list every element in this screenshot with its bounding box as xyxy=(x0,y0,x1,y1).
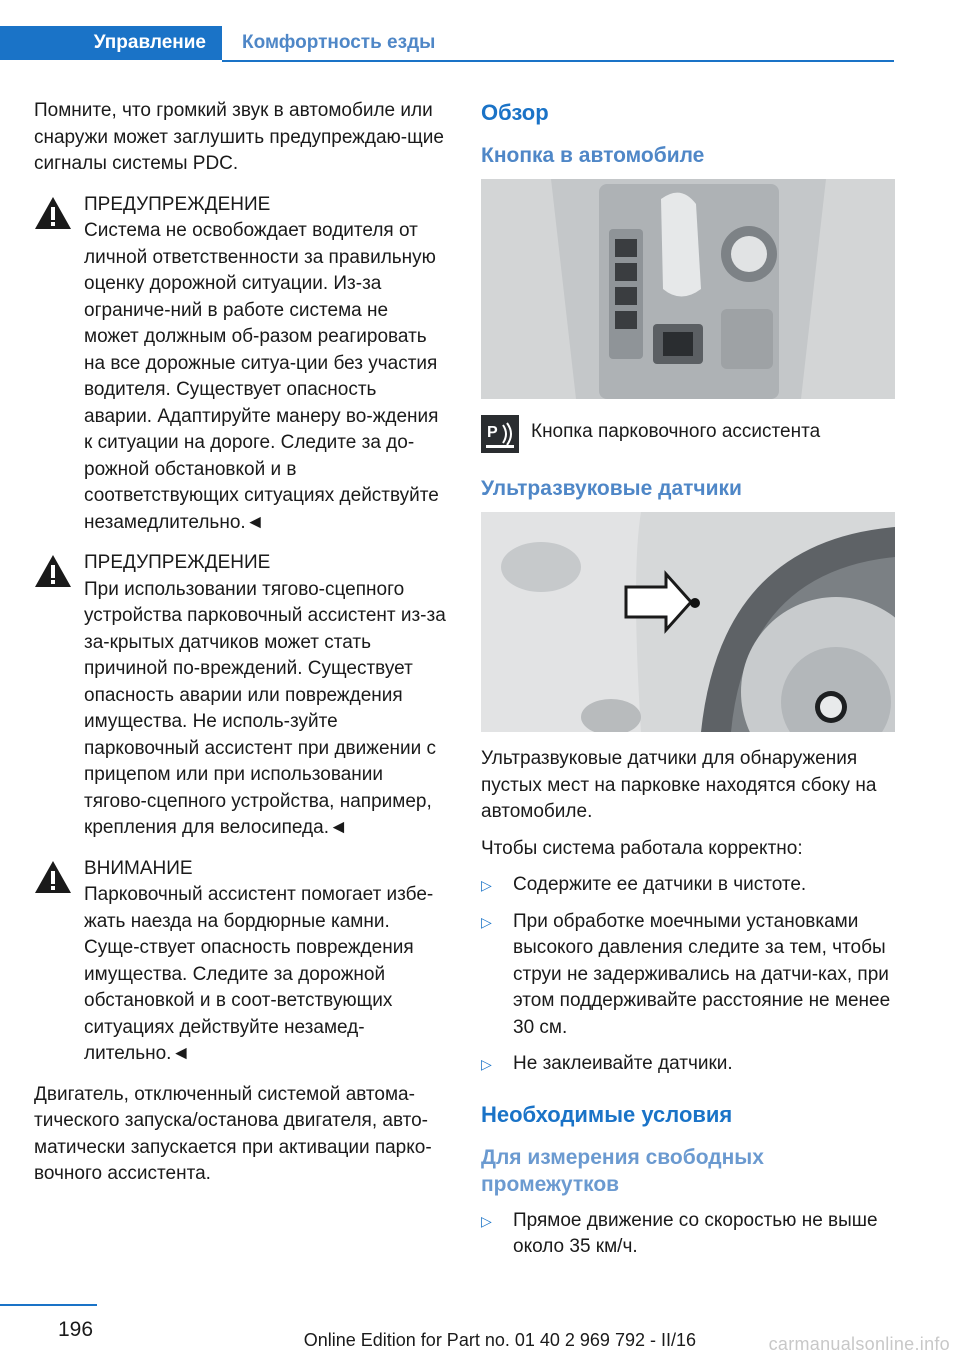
caution-text: Парковочный ассистент помогает избе-жать наезда на бордюрные камни. Суще-ствует опасность повреждения имущества. Следите за дорожной обстановкой и в соот-ветствующих ситуациях действуйте незамед-лительно.◄ xyxy=(84,884,434,1064)
correct-intro: Чтобы система работала корректно: xyxy=(481,837,803,859)
subheading-button: Кнопка в автомобиле xyxy=(481,144,705,167)
console-photo xyxy=(481,179,895,399)
header-rule xyxy=(222,60,894,62)
header-chapter-tab: Комфортность езды xyxy=(242,32,436,53)
footer-rule xyxy=(0,1304,97,1306)
right-column xyxy=(481,98,895,1271)
subheading-sensors: Ультразвуковые датчики xyxy=(481,477,742,500)
list-item: ▷ Прямое движение со скоростью не выше около 35 км/ч. xyxy=(481,1209,878,1257)
page-number: 196 xyxy=(58,1318,94,1341)
caution-block xyxy=(34,856,448,1068)
warning-block-2 xyxy=(34,550,448,842)
measure-conditions-list xyxy=(481,1208,895,1261)
left-column xyxy=(34,98,448,1198)
warning-text: Система не освобождает водителя от личной ответственности за правильную оценку дорожной ситуации. Из-за ограниче-ний в работе система не может должным об-разом реагировать на все дорожные ситуа-ции без участия водителя. Существует опасность аварии. Адаптируйте манеру во-ждения к ситуации на дороге. Следите за до-рожной обстановкой и в соответствующих ситуациях действуйте незамедлительно.◄ xyxy=(84,220,439,533)
subheading-measure: Для измерения свободных промежутков xyxy=(481,1145,764,1196)
sensors-paragraph: Ультразвуковые датчики для обнаружения пустых мест на парковке находятся сбоку на автомобиле. xyxy=(481,748,877,822)
warning-title: ПРЕДУПРЕЖДЕНИЕ xyxy=(84,552,271,573)
triangle-bullet-icon: ▷ xyxy=(481,1212,492,1229)
outro-paragraph: Двигатель, отключенный системой автома-тического запуска/останова двигателя, авто-матически запускается при активации парко-вочного ассистента. xyxy=(34,1083,432,1184)
list-item: ▷ При обработке моечными установками высокого давления следите за тем, чтобы струи не задерживались на датчи-ках, при этом поддерживайте расстояние не менее 30 см. xyxy=(481,910,891,1038)
warning-title: ПРЕДУПРЕЖДЕНИЕ xyxy=(84,193,271,215)
warning-text: При использовании тягово-сцепного устройства парковочный ассистент из-за за-крытых датчиков может стать причиной по-вреждений. Существует опасность аварии или повреждения имущества. Не исполь-зуйте парковочный ассистент при движении с прицепом или при использовании тягово-сцепного устройства, например, крепления для велосипеда.◄ xyxy=(84,578,446,838)
button-caption xyxy=(481,413,895,457)
list-item: ▷ Не заклеивайте датчики. xyxy=(481,1051,895,1078)
warning-triangle-icon xyxy=(34,196,72,230)
button-caption-text: Кнопка парковочного ассистента xyxy=(531,421,821,442)
center-console-illustration xyxy=(481,179,895,399)
header-section-tab: Управление xyxy=(0,26,222,60)
section-heading-conditions: Необходимые условия xyxy=(481,1101,733,1127)
parking-assistant-icon xyxy=(481,415,519,453)
list-item: ▷ Содержите ее датчики в чистоте. xyxy=(481,872,895,899)
warning-block-1 xyxy=(34,192,448,537)
triangle-bullet-icon: ▷ xyxy=(481,913,492,930)
edition-note: Online Edition for Part no. 01 40 2 969 792 - II/16 xyxy=(303,1330,696,1350)
warning-triangle-icon xyxy=(34,860,72,894)
intro-paragraph: Помните, что громкий звук в автомобиле или снаружи может заглушить предупреждаю-щие сигналы системы PDC. xyxy=(34,100,444,174)
caution-title: ВНИМАНИЕ xyxy=(84,857,193,879)
svg-text:P: P xyxy=(487,424,498,441)
watermark: carmanualsonline.info xyxy=(768,1334,950,1354)
correct-operation-list xyxy=(481,872,895,1078)
page-header xyxy=(0,26,894,62)
side-sensor-illustration xyxy=(481,512,895,732)
triangle-bullet-icon: ▷ xyxy=(481,1056,492,1072)
section-heading-overview: Обзор xyxy=(481,100,549,125)
warning-triangle-icon xyxy=(34,554,72,588)
triangle-bullet-icon: ▷ xyxy=(481,877,492,893)
sensors-photo xyxy=(481,512,895,732)
